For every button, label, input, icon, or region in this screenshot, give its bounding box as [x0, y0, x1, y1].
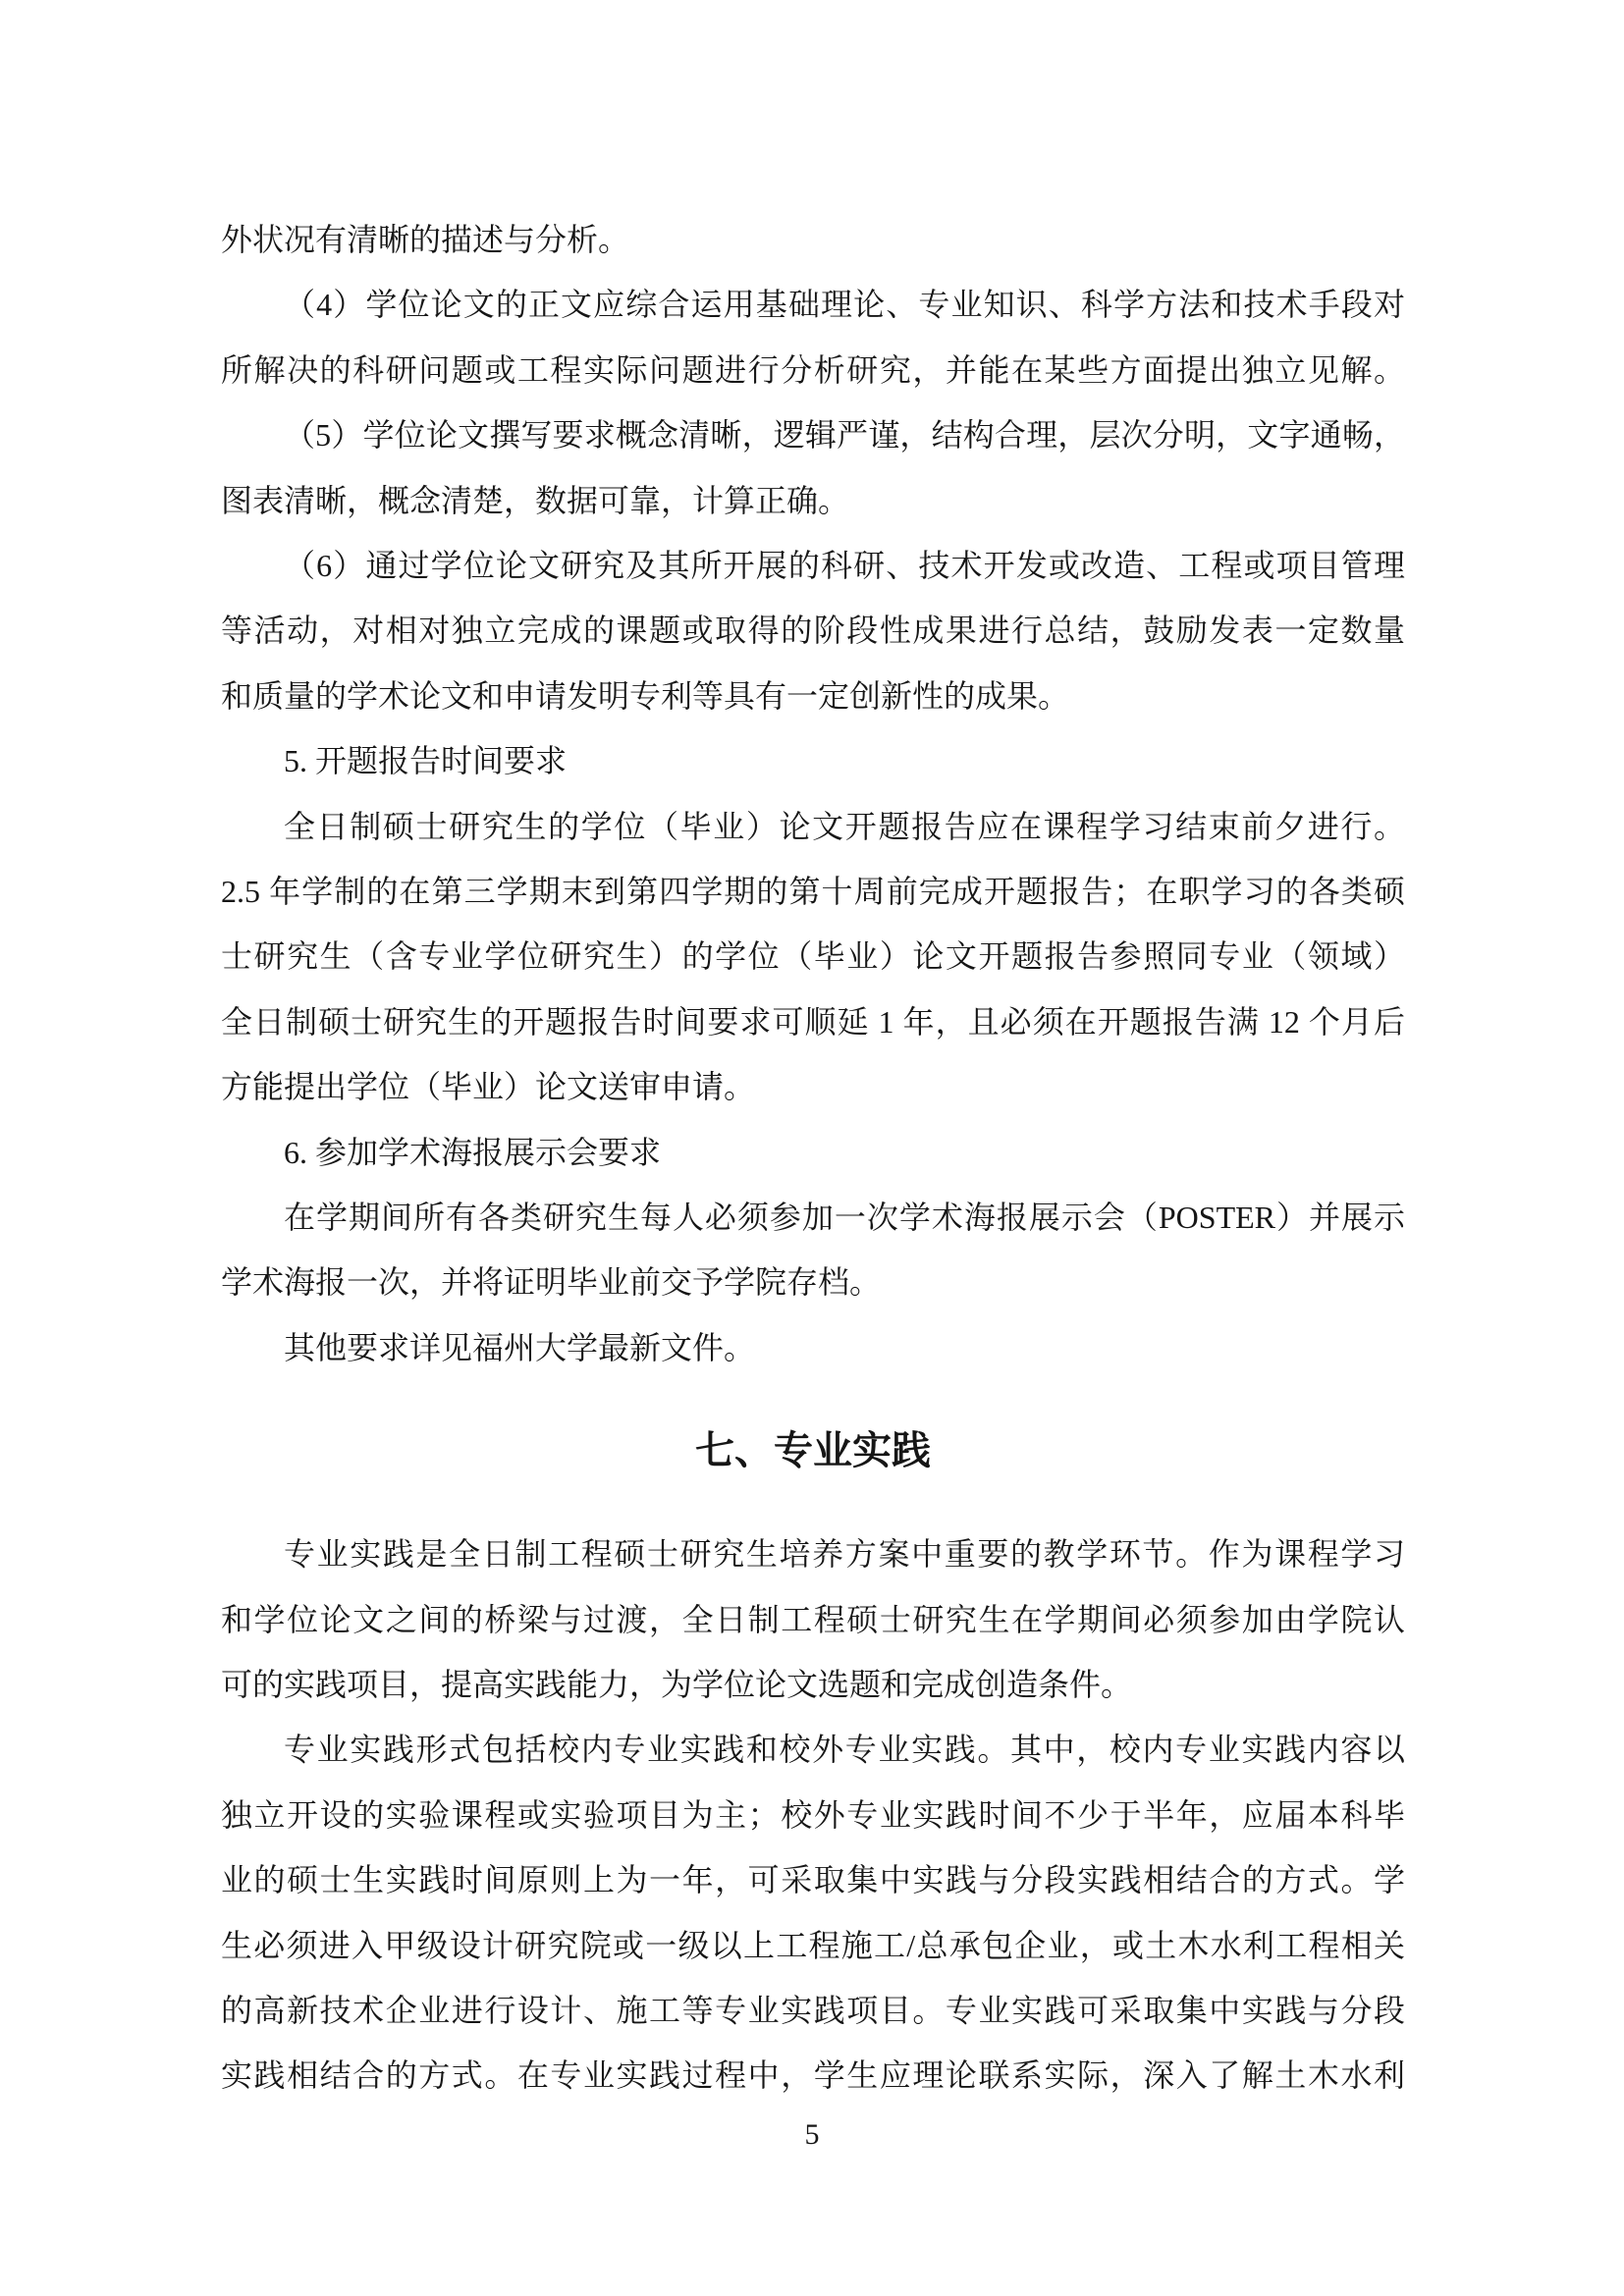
- body-text-line: 士研究生（含专业学位研究生）的学位（毕业）论文开题报告参照同专业（领域）: [221, 938, 1405, 974]
- body-text-line: 其他要求详见福州大学最新文件。: [284, 1330, 756, 1365]
- body-text-line: 和学位论文之间的桥梁与过渡，全日制工程硕士研究生在学期间必须参加由学院认: [221, 1602, 1405, 1637]
- body-text-line: 在学期间所有各类研究生每人必须参加一次学术海报展示会（POSTER）并展示: [284, 1200, 1405, 1235]
- body-text-line: （5）学位论文撰写要求概念清晰，逻辑严谨，结构合理，层次分明，文字通畅，: [284, 417, 1405, 453]
- body-text-line: 所解决的科研问题或工程实际问题进行分析研究，并能在某些方面提出独立见解。: [221, 352, 1405, 388]
- body-text-line: 全日制硕士研究生的学位（毕业）论文开题报告应在课程学习结束前夕进行。: [284, 809, 1405, 844]
- body-text-line: 的高新技术企业进行设计、施工等专业实践项目。专业实践可采取集中实践与分段: [221, 1993, 1405, 2028]
- body-text-line: 可的实践项目，提高实践能力，为学位论文选题和完成创造条件。: [221, 1667, 1133, 1702]
- body-text-line: 专业实践是全日制工程硕士研究生培养方案中重要的教学环节。作为课程学习: [284, 1536, 1405, 1572]
- body-text-line: 图表清晰，概念清楚，数据可靠，计算正确。: [221, 483, 850, 518]
- page-number: 5: [804, 2118, 820, 2151]
- body-text-line: （4）学位论文的正文应综合运用基础理论、专业知识、科学方法和技术手段对: [284, 287, 1405, 322]
- body-text-line: 等活动，对相对独立完成的课题或取得的阶段性成果进行总结，鼓励发表一定数量: [221, 613, 1405, 648]
- section-heading: 七、专业实践: [695, 1429, 931, 1472]
- body-text-line: 6. 参加学术海报展示会要求: [284, 1135, 662, 1170]
- body-text-line: 全日制硕士研究生的开题报告时间要求可顺延 1 年，且必须在开题报告满 12 个月后: [221, 1004, 1405, 1040]
- body-text-line: 生必须进入甲级设计研究院或一级以上工程施工/总承包企业，或土木水利工程相关: [221, 1928, 1405, 1963]
- body-text-line: 实践相结合的方式。在专业实践过程中，学生应理论联系实际，深入了解土木水利: [221, 2057, 1405, 2093]
- body-text-line: 和质量的学术论文和申请发明专利等具有一定创新性的成果。: [221, 678, 1070, 714]
- body-text-line: 独立开设的实验课程或实验项目为主；校外专业实践时间不少于半年，应届本科毕: [221, 1797, 1405, 1833]
- body-text-line: 外状况有清晰的描述与分析。: [221, 222, 630, 257]
- body-text-line: （6）通过学位论文研究及其所开展的科研、技术开发或改造、工程或项目管理: [284, 548, 1405, 583]
- body-text-line: 专业实践形式包括校内专业实践和校外专业实践。其中，校内专业实践内容以: [284, 1732, 1405, 1767]
- body-text-line: 业的硕士生实践时间原则上为一年，可采取集中实践与分段实践相结合的方式。学: [221, 1862, 1405, 1897]
- body-text-line: 2.5 年学制的在第三学期末到第四学期的第十周前完成开题报告；在职学习的各类硕: [221, 874, 1405, 909]
- body-text-line: 5. 开题报告时间要求: [284, 743, 568, 778]
- body-text-line: 方能提出学位（毕业）论文送审申请。: [221, 1069, 756, 1104]
- body-text-line: 学术海报一次，并将证明毕业前交予学院存档。: [221, 1264, 882, 1300]
